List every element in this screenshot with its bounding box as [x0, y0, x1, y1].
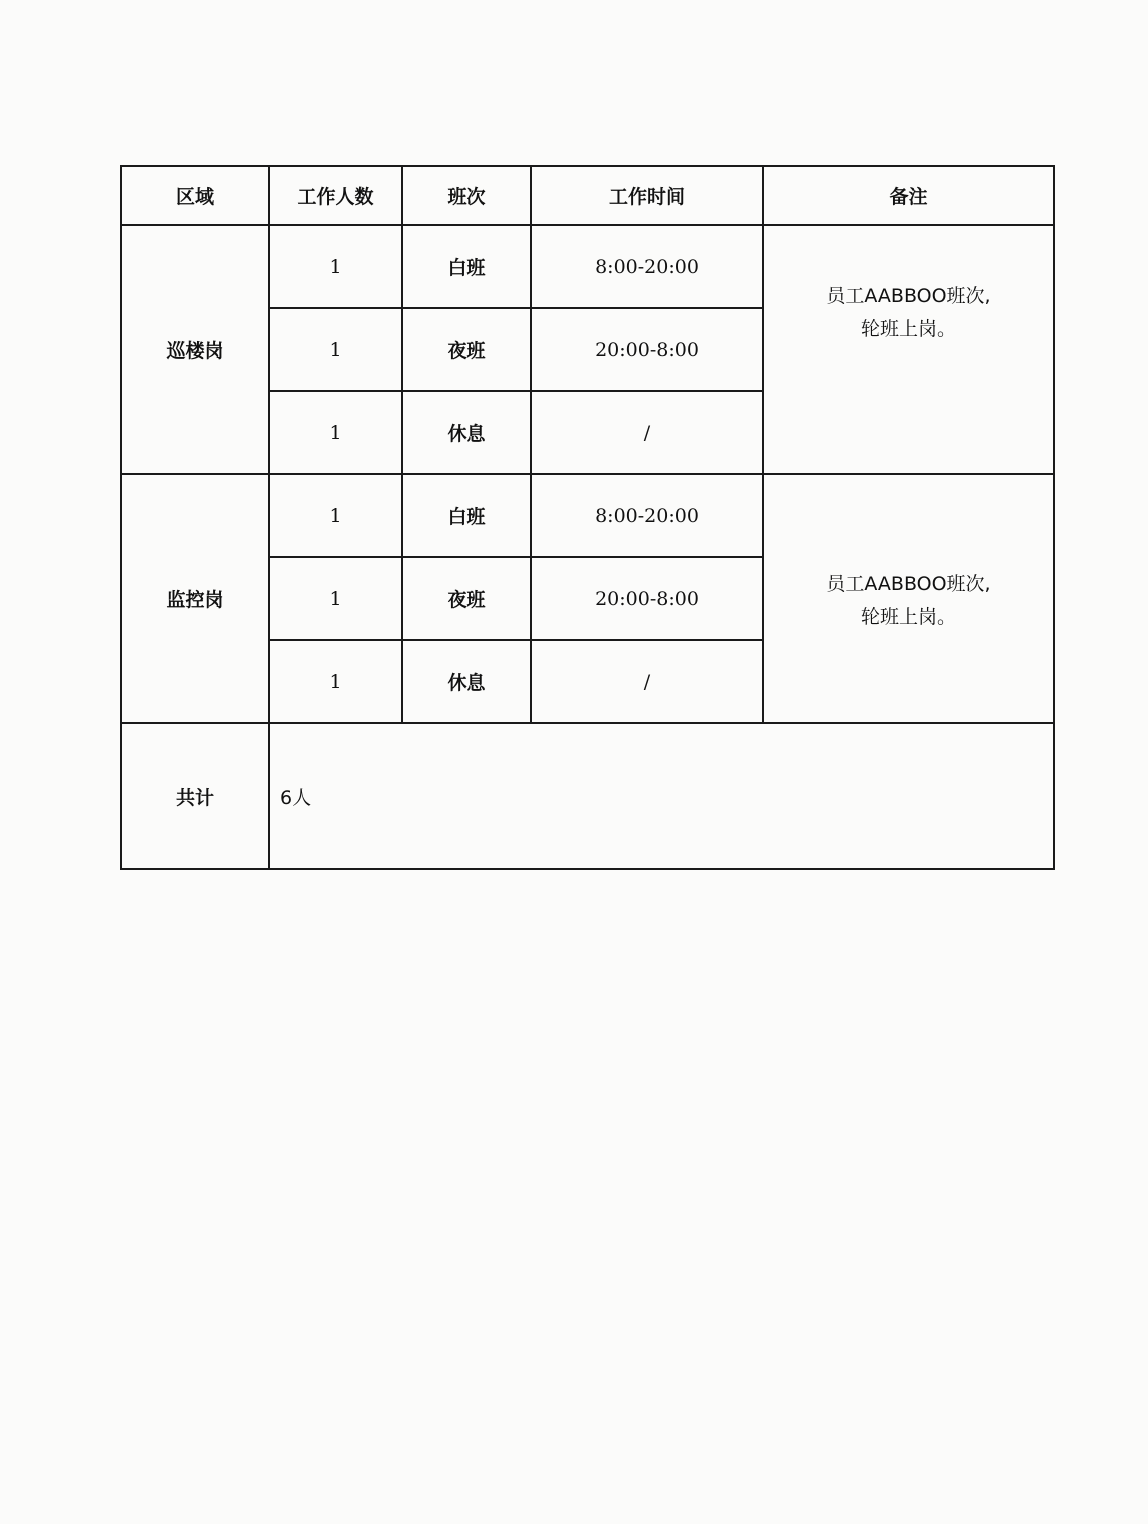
remark-line: 员工AABBOO班次,	[826, 285, 991, 307]
count-cell: 1	[269, 640, 402, 723]
area-cell: 巡楼岗	[121, 225, 269, 474]
header-shift: 班次	[402, 166, 531, 225]
shift-cell: 夜班	[402, 308, 531, 391]
shift-cell: 休息	[402, 391, 531, 474]
header-count: 工作人数	[269, 166, 402, 225]
remark-line: 员工AABBOO班次,	[826, 572, 991, 595]
total-row	[121, 723, 1054, 869]
shift-cell: 白班	[402, 225, 531, 308]
area-cell: 监控岗	[121, 474, 269, 723]
total-value: 6人	[269, 723, 1054, 869]
remark-line: 轮班上岗。	[860, 605, 956, 628]
count-cell: 1	[269, 474, 402, 557]
remark-cell	[763, 474, 1054, 723]
header-area: 区域	[121, 166, 269, 225]
table-row	[121, 474, 1054, 557]
header-row	[121, 166, 1054, 225]
time-cell: 8:00-20:00	[531, 225, 763, 308]
total-label: 共计	[121, 723, 269, 869]
time-cell: /	[531, 391, 763, 474]
count-cell: 1	[269, 557, 402, 640]
header-remark: 备注	[763, 166, 1054, 225]
table-row	[121, 225, 1054, 308]
shift-schedule-table	[120, 165, 1055, 870]
count-cell: 1	[269, 391, 402, 474]
time-cell: 20:00-8:00	[531, 308, 763, 391]
header-time: 工作时间	[531, 166, 763, 225]
shift-cell: 白班	[402, 474, 531, 557]
time-cell: 20:00-8:00	[531, 557, 763, 640]
remark-line: 轮班上岗。	[860, 318, 956, 340]
shift-cell: 休息	[402, 640, 531, 723]
count-cell: 1	[269, 225, 402, 308]
time-cell: /	[531, 640, 763, 723]
remark-cell	[763, 225, 1054, 474]
time-cell: 8:00-20:00	[531, 474, 763, 557]
count-cell: 1	[269, 308, 402, 391]
shift-cell: 夜班	[402, 557, 531, 640]
